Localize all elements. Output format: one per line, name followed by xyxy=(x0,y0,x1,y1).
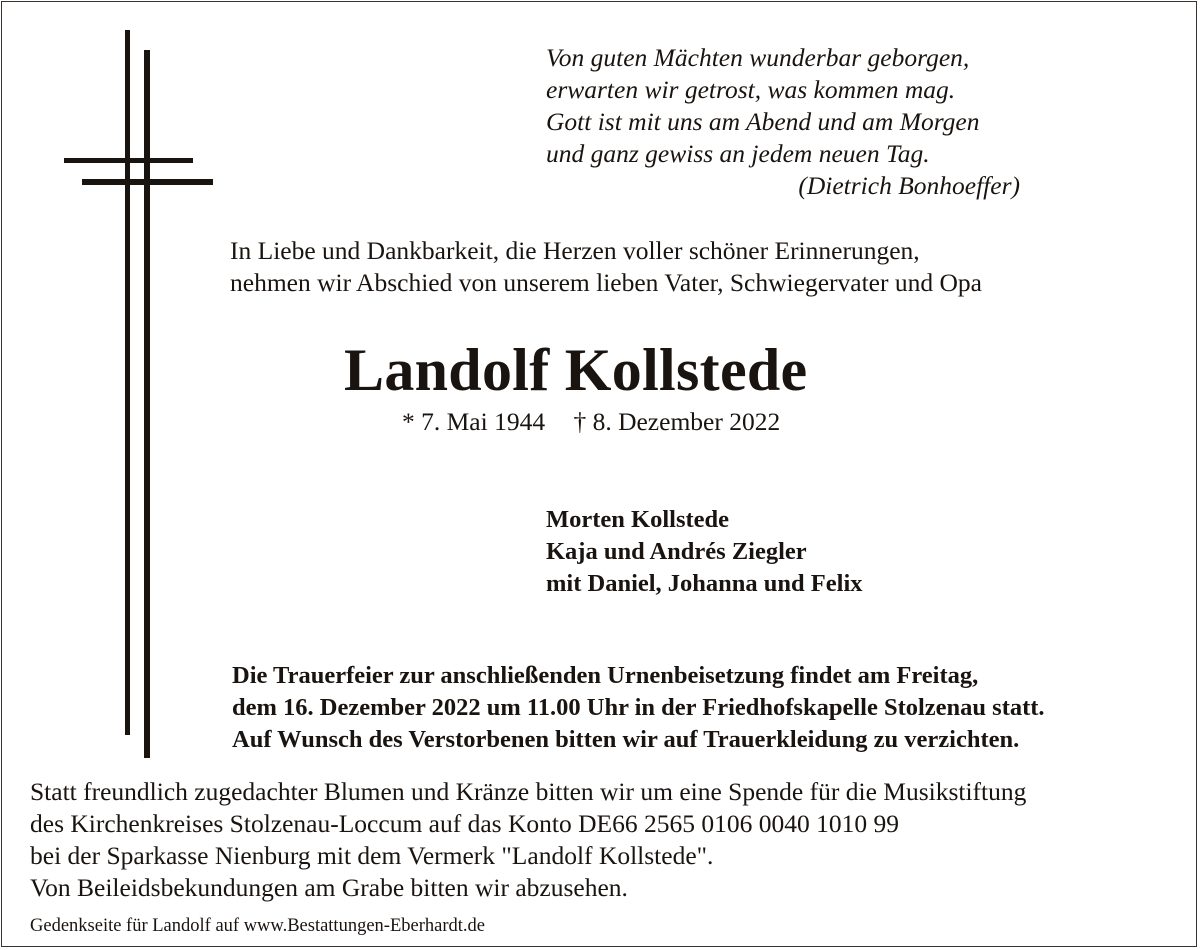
poem-author: (Dietrich Bonhoeffer) xyxy=(798,171,1020,200)
poem-line: Von guten Mächten wunderbar geborgen, xyxy=(546,43,970,72)
donation-line: des Kirchenkreises Stolzenau-Loccum auf das Konto DE66 2565 0106 0040 1010 99 xyxy=(30,809,899,838)
family-signatures xyxy=(546,504,863,600)
poem-line: erwarten wir getrost, was kommen mag. xyxy=(546,75,956,104)
birth-date: * 7. Mai 1944 xyxy=(402,407,546,436)
cross-horizontal-bar-lower xyxy=(82,179,213,185)
family-line: Kaja und Andrés Ziegler xyxy=(546,538,807,565)
cross-vertical-bar-right xyxy=(144,50,150,758)
poem-quote xyxy=(546,42,1020,202)
ceremony-details xyxy=(232,660,1045,756)
deceased-name: Landolf Kollstede xyxy=(344,337,808,403)
cross-horizontal-bar-upper xyxy=(64,158,193,163)
poem-line: und ganz gewiss an jedem neuen Tag. xyxy=(546,139,930,168)
death-date: † 8. Dezember 2022 xyxy=(573,407,781,436)
ceremony-line: Die Trauerfeier zur anschließenden Urnenbeisetzung findet am Freitag, xyxy=(232,662,979,689)
family-line: mit Daniel, Johanna und Felix xyxy=(546,570,863,597)
donation-line: Von Beileidsbekundungen am Grabe bitten wir abzusehen. xyxy=(30,873,628,902)
poem-line: Gott ist mit uns am Abend und am Morgen xyxy=(546,107,980,136)
intro-text xyxy=(230,235,982,299)
donation-line: Statt freundlich zugedachter Blumen und Kränze bitten wir um eine Spende für die Musikstiftung xyxy=(30,777,1027,806)
ceremony-line: Auf Wunsch des Verstorbenen bitten wir auf Trauerkleidung zu verzichten. xyxy=(232,726,1020,753)
donation-line: bei der Sparkasse Nienburg mit dem Vermerk "Landolf Kollstede". xyxy=(30,841,714,870)
ceremony-line: dem 16. Dezember 2022 um 11.00 Uhr in der Friedhofskapelle Stolzenau statt. xyxy=(232,694,1045,721)
memorial-page-link[interactable]: Gedenkseite für Landolf auf www.Bestattungen-Eberhardt.de xyxy=(30,916,485,936)
donation-request xyxy=(30,776,1026,904)
family-line: Morten Kollstede xyxy=(546,506,730,533)
cross-vertical-bar-left xyxy=(125,30,130,735)
intro-line: In Liebe und Dankbarkeit, die Herzen voller schöner Erinnerungen, xyxy=(230,236,920,265)
life-dates xyxy=(402,406,780,438)
intro-line: nehmen wir Abschied von unserem lieben Vater, Schwiegervater und Opa xyxy=(230,268,982,297)
